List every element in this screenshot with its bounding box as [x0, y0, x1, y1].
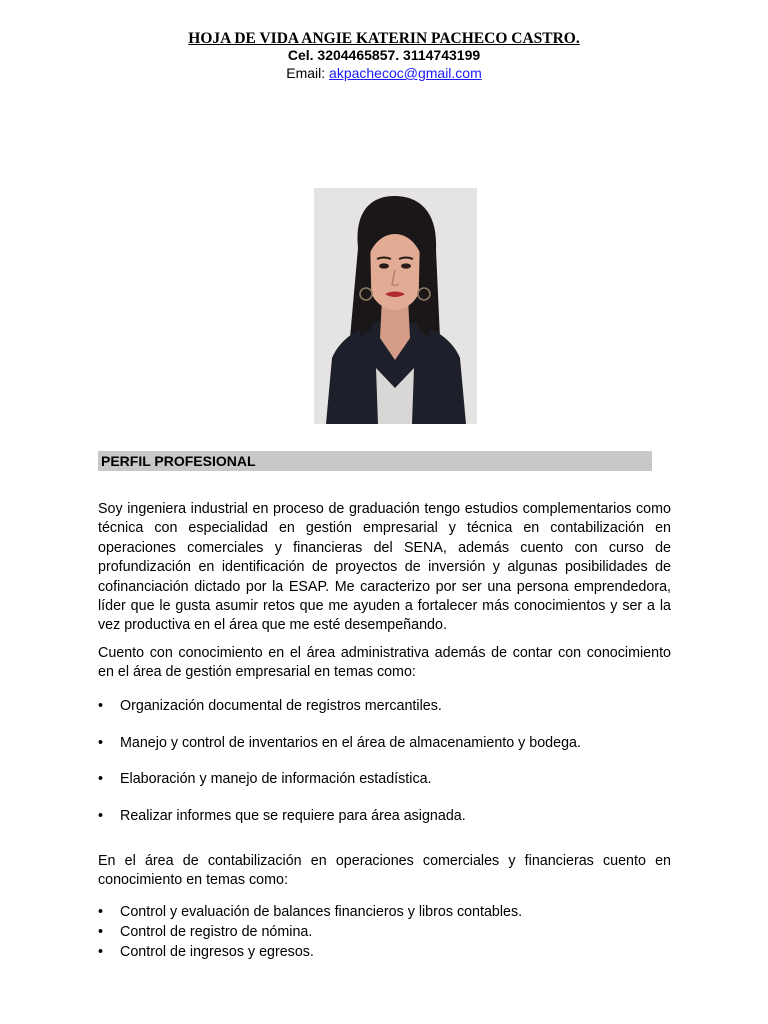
section-header-perfil	[98, 451, 652, 471]
cv-title-text: HOJA DE VIDA ANGIE KATERIN PACHECO CASTRO.	[188, 30, 580, 47]
bullet-icon: •	[98, 698, 104, 714]
phone-numbers: Cel. 3204465857. 3114743199	[287, 47, 481, 63]
bullet-icon: •	[98, 904, 104, 920]
email-label: Email:	[286, 65, 330, 81]
list-item-text: Manejo y control de inventarios en el área de almacenamiento y bodega.	[120, 735, 581, 751]
profile-paragraph: Soy ingeniera industrial en proceso de graduación tengo estudios complementarios como técnica con especialidad en gestión empresarial y técnica en contabilización en operaciones comerciales y financieras del SENA, además cuento con curso de profundización en identificación de proyectos de inversión y algunas posibilidades de cofinanciación dictado por la ESAP. Me caracterizo por ser una persona emprendedora, líder que le gusta asumir retos que me ayuden a fortalecer más conocimientos y ser a la vez productiva en el área que me esté desempeñando.	[98, 501, 671, 634]
list-item-text: Organización documental de registros mercantiles.	[120, 698, 442, 714]
bullet-icon: •	[98, 944, 104, 960]
list-item-text: Realizar informes que se requiere para área asignada.	[120, 808, 466, 824]
bullet-icon: •	[98, 735, 104, 751]
list-item-text: Control y evaluación de balances financieros y libros contables.	[120, 904, 523, 920]
accounting-knowledge-paragraph: En el área de contabilización en operaciones comerciales y financieras cuento en conocimiento en temas como:	[98, 853, 671, 889]
list-item-text: Control de ingresos y egresos.	[120, 944, 314, 960]
bullet-icon: •	[98, 808, 104, 824]
bullet-icon: •	[98, 771, 104, 787]
list-item-text: Control de registro de nómina.	[120, 924, 313, 940]
cv-title	[0, 30, 768, 48]
profile-photo	[314, 188, 477, 424]
email-line	[0, 65, 768, 82]
profile-photo-illustration	[314, 188, 477, 424]
email-link[interactable]: akpachecoc@gmail.com	[329, 65, 482, 81]
admin-knowledge-paragraph: Cuento con conocimiento en el área administrativa además de contar con conocimiento en el área de gestión empresarial en temas como:	[98, 645, 671, 681]
bullet-icon: •	[98, 924, 104, 940]
list-item-text: Elaboración y manejo de información estadística.	[120, 771, 432, 787]
section-title: PERFIL PROFESIONAL	[101, 453, 256, 469]
